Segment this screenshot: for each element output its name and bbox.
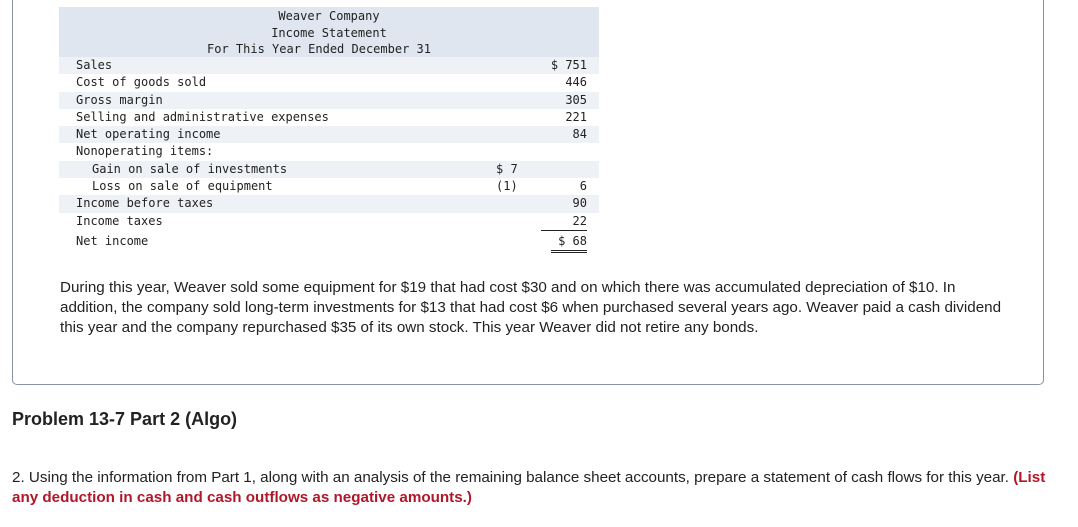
row-amount: 90: [572, 196, 587, 211]
row-label: Gain on sale of investments: [92, 161, 288, 176]
row-amount: 305: [565, 92, 587, 107]
table-row: [59, 74, 599, 91]
table-row: [59, 109, 599, 126]
row-amount: $ 751: [550, 58, 587, 72]
question-emphasis: (List any deduction in cash and cash outflows as negative amounts.): [12, 469, 1046, 506]
row-subamount: $ 7: [496, 161, 518, 176]
row-amount: 446: [565, 75, 587, 90]
table-row: [59, 57, 599, 74]
double-underline: [551, 230, 587, 253]
row-amount: 22: [541, 213, 587, 231]
row-subamount: (1): [496, 178, 532, 196]
row-label: Net income: [76, 233, 149, 248]
row-amount: 84: [572, 127, 587, 142]
income-statement: [59, 7, 599, 252]
row-label: Income taxes: [76, 213, 163, 228]
question-text: [12, 468, 1062, 508]
company-name: Weaver Company: [278, 9, 380, 23]
row-amount: 6: [579, 179, 587, 194]
row-label: Income before taxes: [76, 196, 214, 211]
row-label: Gross margin: [76, 92, 163, 107]
table-row: [59, 213, 599, 230]
row-label: Sales: [76, 58, 113, 72]
table-row: [59, 230, 599, 252]
row-label: Selling and administrative expenses: [76, 109, 329, 124]
table-row: [59, 178, 599, 195]
table-row: [59, 161, 599, 178]
row-label: Loss on sale of equipment: [92, 179, 273, 194]
row-amount: 221: [565, 109, 587, 124]
table-row: [59, 195, 599, 212]
problem-title: Problem 13-7 Part 2 (Algo): [12, 409, 238, 429]
statement-title: Income Statement: [271, 25, 387, 40]
table-row: [59, 92, 599, 109]
problem-description: During this year, Weaver sold some equipment for $19 that had cost $30 and on which there was accumulated depreciation of $10. In addition, the company sold long-term investments for $13 that had cost $6 when purchased several years ago. Weaver paid a cash dividend this year and the company repurchased $35 of its own stock. This year Weaver did not retire any bonds.: [60, 279, 1002, 336]
statement-period: For This Year Ended December 31: [207, 42, 431, 56]
row-amount: $ 68: [558, 233, 587, 248]
row-label: Nonoperating items:: [76, 144, 214, 159]
table-row: [59, 126, 599, 143]
row-label: Cost of goods sold: [76, 75, 207, 90]
table-row: [59, 143, 599, 160]
statement-header: [59, 7, 599, 57]
row-label: Net operating income: [76, 127, 221, 142]
question-body: 2. Using the information from Part 1, along with an analysis of the remaining balance sheet accounts, prepare a statement of cash flows for this year.: [12, 469, 1014, 486]
